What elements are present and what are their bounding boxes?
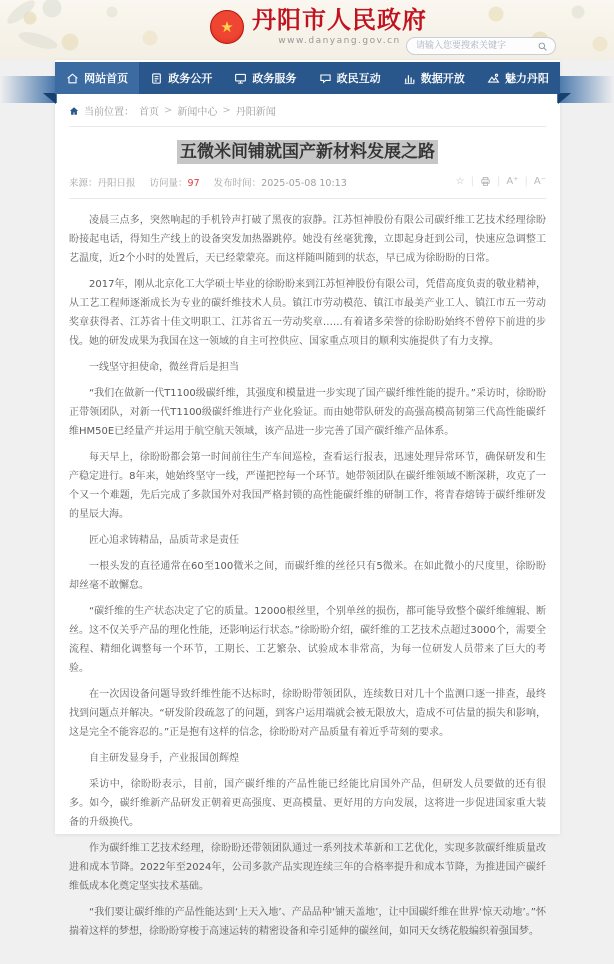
document-icon xyxy=(150,72,163,85)
nav-item-home[interactable] xyxy=(55,62,139,94)
article-paragraph: 作为碳纤维工艺技术经理，徐盼盼还带领团队通过一系列技术革新和工艺优化，实现多款碳纤维质量改进和成本节降。2022年至2024年，公司多款产品实现连续三年的合格率提升和成本节降，为推进国产碳纤维低成本化奠定坚实技术基础。 xyxy=(69,842,546,892)
nav-item-gov-info[interactable] xyxy=(139,62,223,94)
article-paragraph: 采访中，徐盼盼表示，目前，国产碳纤维的产品性能已经能比肩国外产品，但研发人员要做的还有很多。如今，碳纤维新产品研发正朝着更高强度、更高模量、更好用的方向发展，这将进一步促进国家重大装备的升级换代。 xyxy=(69,778,546,828)
chat-icon xyxy=(319,72,332,85)
nav-item-label: 政务公开 xyxy=(168,72,213,85)
favorite-button[interactable]: ☆ xyxy=(455,175,465,187)
home-icon xyxy=(66,72,79,85)
main-nav xyxy=(55,62,560,94)
site-logo[interactable] xyxy=(210,7,427,46)
nav-item-label: 政务服务 xyxy=(252,72,297,85)
search-icon[interactable] xyxy=(537,41,548,52)
breadcrumb xyxy=(69,100,546,127)
tool-separator: | xyxy=(524,176,528,188)
site-name: 丹阳市人民政府 xyxy=(252,6,427,34)
search-input[interactable] xyxy=(414,40,533,52)
article-subheading: 自主研发显身手，产业报国创辉煌 xyxy=(89,752,239,764)
monitor-icon xyxy=(234,72,247,85)
article-subheading: 一线坚守担使命，微丝背后是担当 xyxy=(89,361,239,373)
breadcrumb-link[interactable]: 丹阳新闻 xyxy=(235,107,276,118)
breadcrumb-separator: > xyxy=(164,105,173,116)
nav-item-label: 政民互动 xyxy=(336,72,381,85)
banner-decoration xyxy=(4,0,39,27)
search-box xyxy=(406,37,556,55)
breadcrumb-trail xyxy=(139,103,276,118)
font-larger-button[interactable]: A⁺ xyxy=(506,175,519,187)
visits-count: 97 xyxy=(187,177,200,189)
article-tools xyxy=(456,176,546,187)
home-icon xyxy=(69,106,79,116)
banner-decoration xyxy=(17,28,59,54)
tool-separator: | xyxy=(470,176,474,188)
breadcrumb-label: 当前位置： xyxy=(84,107,134,118)
nav-item-label: 魅力丹阳 xyxy=(504,72,549,85)
article-visits: 访问量：97 xyxy=(149,177,200,189)
article-paragraph: “碳纤维的生产状态决定了它的质量。12000根丝里，个别单丝的损伤，都可能导致整个碳纤维缠辊、断丝。这不仅关乎产品的理化性能，还影响运行状态。”徐盼盼介绍，碳纤维的工艺技术点超过3000个，需要全流程、精细化调整每一个环节，工期长、工艺繁杂、试验成本非常高，为每一位研发人员带来了巨大的考验。 xyxy=(69,605,546,674)
breadcrumb-link[interactable]: 新闻中心 xyxy=(177,107,218,118)
breadcrumb-separator: > xyxy=(222,105,231,116)
article-paragraph: 在一次因设备问题导致纤维性能不达标时，徐盼盼带领团队，连续数日对几十个监测口逐一排查，最终找到问题点并解决。“研发阶段疏忽了的问题，到客户运用端就会被无限放大，造成不可估量的损失和影响，这是完全不能容忍的。”正是抱有这样的信念，徐盼盼对产品质量有着近乎苛刻的要求。 xyxy=(69,688,546,738)
article-subheading: 匠心追求铸精品，品质苛求是责任 xyxy=(89,534,239,546)
site-banner xyxy=(0,0,614,60)
nav-item-interaction[interactable] xyxy=(308,62,392,94)
article-paragraph: 凌晨三点多，突然响起的手机铃声打破了黑夜的寂静。江苏恒神股份有限公司碳纤维工艺技术经理徐盼盼接起电话，得知生产线上的设备突发加热器跳停。她没有丝毫犹豫，立即起身赶到公司，快速应急调整工艺温度，近2个小时的处置后，天已经蒙蒙亮。而这样随叫随到的状态，早已成为徐盼盼的日常。 xyxy=(69,214,546,264)
breadcrumb-link[interactable]: 首页 xyxy=(139,107,159,118)
nav-item-label: 数据开放 xyxy=(420,72,465,85)
article-paragraph: “我们在做新一代T1100级碳纤维，其强度和模量进一步实现了国产碳纤维性能的提升。”采访时，徐盼盼正带领团队，对新一代T1100级碳纤维进行产业化验证。而由她带队研发的高强高模高韧第三代高性能碳纤维HM50E已经量产并运用于航空航天领域，该产品进一步完善了国产碳纤维产品体系。 xyxy=(69,387,546,437)
article-meta xyxy=(69,175,546,199)
article-paragraph: 每天早上，徐盼盼都会第一时间前往生产车间巡检，查看运行报表，迅速处理异常环节，确保研发和生产稳定进行。8年来，她始终坚守一线，严谨把控每一个环节。她带领团队在碳纤维领域不断深耕，攻克了一个又一个难题，先后完成了多款国外对我国严格封锁的高性能碳纤维的研制工作，将青春熔铸于碳纤维研发的星辰大海。 xyxy=(69,451,546,520)
nav-item-charm-danyang[interactable] xyxy=(476,62,560,94)
article-source: 来源：丹阳日报 xyxy=(69,177,136,189)
article-paragraph: 一根头发的直径通常在60至100微米之间，而碳纤维的丝径只有5微米。在如此微小的尺度里，徐盼盼却丝毫不敢懈怠。 xyxy=(69,560,546,591)
ribbon-fold-right xyxy=(558,93,571,104)
article-paragraph: “我们要让碳纤维的产品性能达到‘上天入地’、产品品种‘铺天盖地’，让中国碳纤维在世界‘惊天动地’。”怀揣着这样的梦想，徐盼盼穿梭于高速运转的精密设备和牵引延伸的碳丝间，如同天女绣花般编织着强国梦。 xyxy=(69,906,546,937)
scenery-icon xyxy=(487,72,500,85)
print-icon[interactable] xyxy=(480,176,491,187)
font-smaller-button[interactable]: A⁻ xyxy=(533,175,546,187)
ribbon-fold-left xyxy=(43,93,56,104)
article-publish-time: 发布时间：2025-05-08 10:13 xyxy=(213,177,347,189)
nav-item-label: 网站首页 xyxy=(84,72,129,85)
page-title: 五微米间铺就国产新材料发展之路 xyxy=(177,140,438,164)
chart-icon xyxy=(403,72,416,85)
content-card xyxy=(55,60,560,937)
site-url: www.danyang.gov.cn xyxy=(278,35,401,46)
article-body xyxy=(55,199,560,964)
national-emblem-icon: ★ xyxy=(210,10,244,44)
article-title-row xyxy=(69,140,546,165)
nav-item-gov-service[interactable] xyxy=(223,62,307,94)
nav-item-data-open[interactable] xyxy=(392,62,476,94)
article-paragraph: 2017年，刚从北京化工大学硕士毕业的徐盼盼来到江苏恒神股份有限公司，凭借高度负责的敬业精神，从工艺工程师逐渐成长为专业的碳纤维技术人员。镇江市劳动模范、镇江市最美产业工人、镇江市五一劳动奖章获得者、江苏省十佳文明职工、江苏省五一劳动奖章……有着诸多荣誉的徐盼盼始终不曾停下前进的步伐。她的研发成果为我国在这一领域的自主可控供应、国家重点项目的顺利实施提供了有力支撑。 xyxy=(69,278,546,347)
tool-separator: | xyxy=(497,176,501,188)
